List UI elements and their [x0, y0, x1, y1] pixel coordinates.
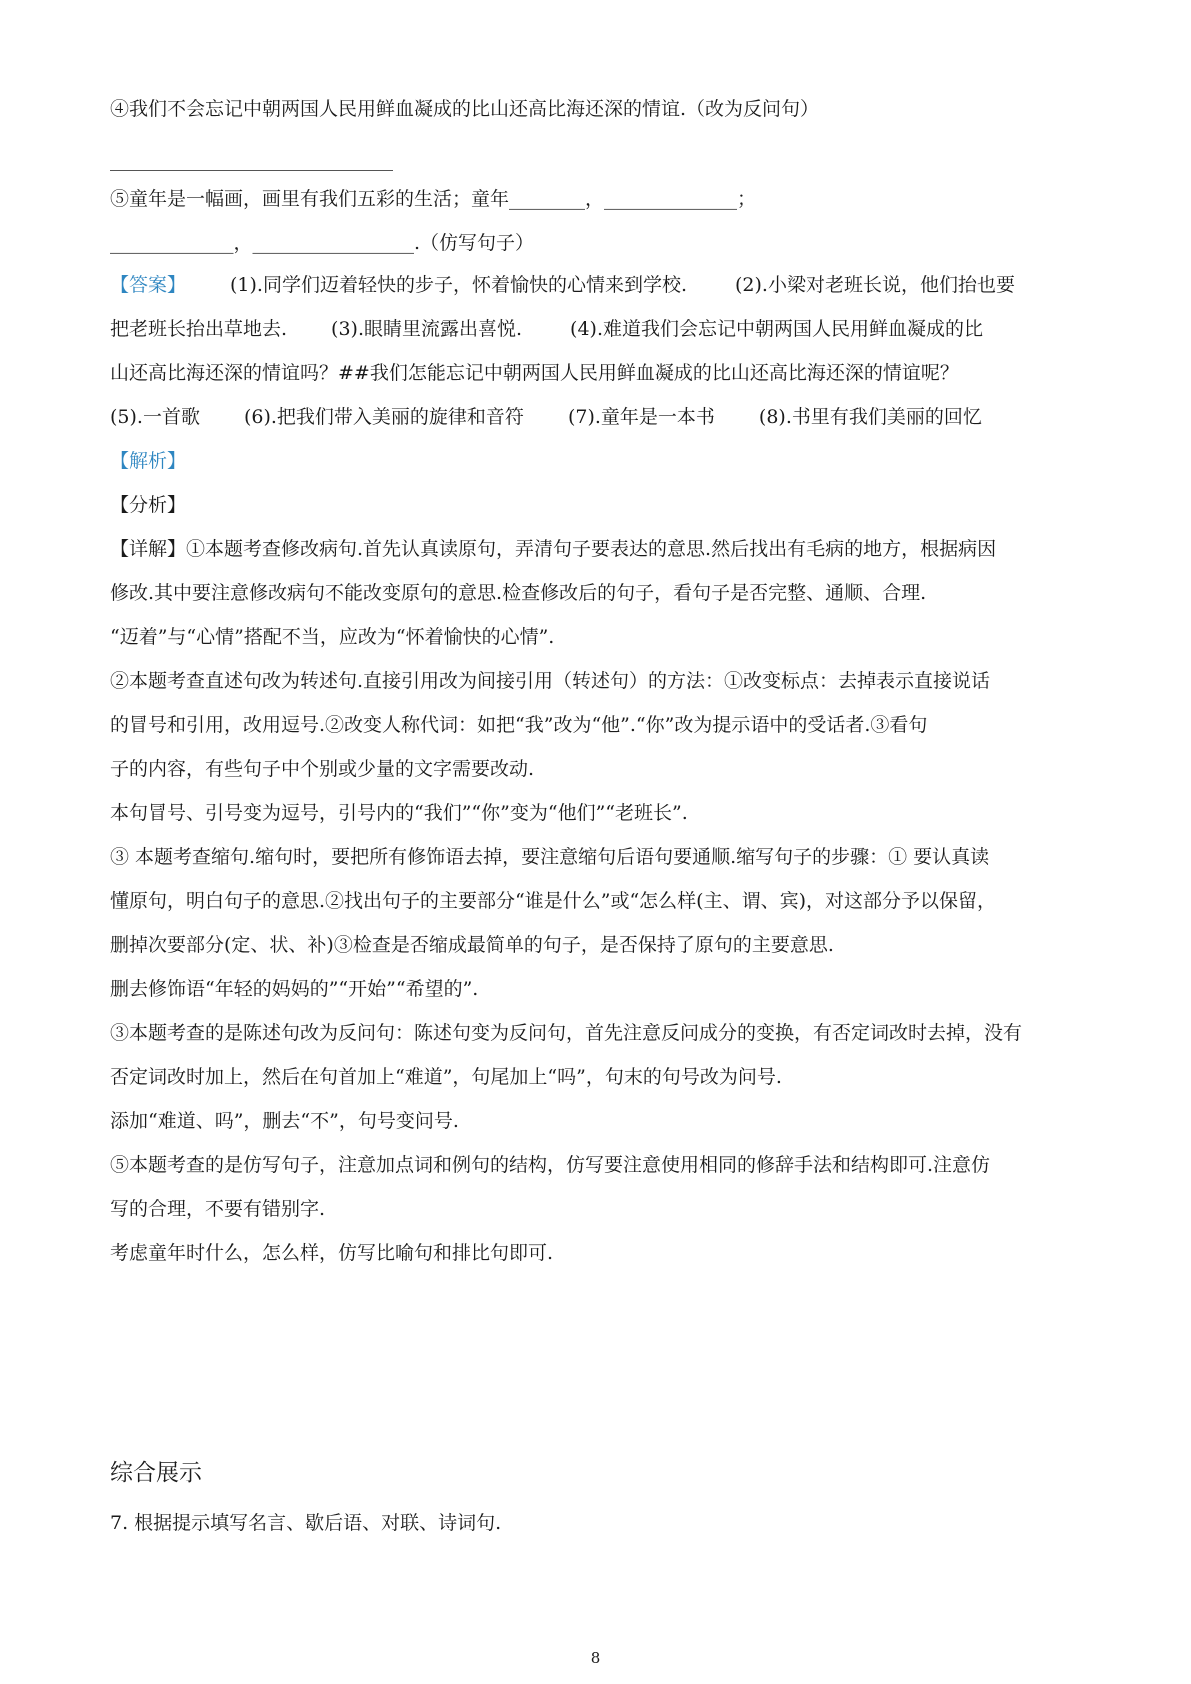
detail-line-2: 修改.其中要注意修改病句不能改变原句的意思.检查修改后的句子，看句子是否完整、通顺、合理. [110, 582, 927, 604]
answer-line-4 [110, 404, 1090, 430]
question-5-line-1: ⑤童年是一幅画，画里有我们五彩的生活；童年________，______________； [110, 188, 757, 210]
answer-item-2-cont: 把老班长抬出草地去. [110, 318, 288, 340]
detail-line-11: 删去修饰语“年轻的妈妈的”“开始”“希望的”. [110, 978, 479, 1000]
detail-line-17: 考虑童年时什么，怎么样，仿写比喻句和排比句即可. [110, 1242, 554, 1264]
detail-line-16: 写的合理，不要有错别字. [110, 1198, 326, 1220]
detail-line-4: ②本题考查直述句改为转述句.直接引用改为间接引用（转述句）的方法：①改变标点：去掉表示直接说话 [110, 670, 991, 692]
answer-blank-line [110, 170, 393, 171]
answer-item-7: (7).童年是一本书 [567, 406, 715, 428]
answer-item-2: (2).小梁对老班长说，他们抬也要 [735, 274, 1015, 296]
detail-line-14: 添加“难道、吗”，删去“不”，句号变问号. [110, 1110, 459, 1132]
detail-line-12: ③本题考查的是陈述句改为反问句：陈述句变为反问句，首先注意反问成分的变换，有否定词改时去掉，没有 [110, 1022, 1023, 1044]
detail-line-3: “迈着”与“心情”搭配不当，应改为“怀着愉快的心情”. [110, 626, 555, 648]
answer-line-2 [110, 316, 1090, 342]
answer-item-6: (6).把我们带入美丽的旋律和音符 [243, 406, 524, 428]
detail-line-1: 【详解】①本题考查修改病句.首先认真读原句，弄清句子要表达的意思.然后找出有毛病的地方，根据病因 [110, 538, 997, 560]
answer-line-1 [110, 272, 1090, 298]
answer-item-8: (8).书里有我们美丽的回忆 [758, 406, 982, 428]
answer-tag: 【答案】 [110, 274, 187, 296]
detail-line-6: 子的内容，有些句子中个别或少量的文字需要改动. [110, 758, 535, 780]
detail-line-10: 删掉次要部分(定、状、补)③检查是否缩成最简单的句子，是否保持了原句的主要意思. [110, 934, 834, 956]
answer-line-3: 山还高比海还深的情谊吗？##我们怎能忘记中朝两国人民用鲜血凝成的比山还高比海还深的情谊呢？ [110, 362, 959, 384]
fenxi-tag: 【分析】 [110, 494, 187, 516]
detail-line-15: ⑤本题考查的是仿写句子，注意加点词和例句的结构，仿写要注意使用相同的修辞手法和结构即可.注意仿 [110, 1154, 991, 1176]
answer-item-5: (5).一首歌 [110, 406, 200, 428]
page-number: 8 [590, 1649, 601, 1667]
detail-line-9: 懂原句，明白句子的意思.②找出句子的主要部分“谁是什么”或“怎么样(主、谓、宾)，对这部分予以保留， [110, 890, 997, 912]
detail-line-5: 的冒号和引用，改用逗号.②改变人称代词：如把“我”改为“他”.“你”改为提示语中的受话者.③看句 [110, 714, 928, 736]
answer-item-1: (1).同学们迈着轻快的步子，怀着愉快的心情来到学校. [230, 274, 688, 296]
section-title: 综合展示 [110, 1460, 202, 1486]
detail-line-7: 本句冒号、引号变为逗号，引号内的“我们”“你”变为“他们”“老班长”. [110, 802, 688, 824]
detail-line-8: ③ 本题考查缩句.缩句时，要把所有修饰语去掉，要注意缩句后语句要通顺.缩写句子的步骤：① 要认真读 [110, 846, 990, 868]
question-5-line-2: _____________，_________________.（仿写句子） [110, 232, 535, 254]
analysis-tag: 【解析】 [110, 450, 187, 472]
answer-item-3: (3).眼睛里流露出喜悦. [331, 318, 523, 340]
answer-item-4: (4).难道我们会忘记中朝两国人民用鲜血凝成的比 [570, 318, 984, 340]
question-4: ④我们不会忘记中朝两国人民用鲜血凝成的比山还高比海还深的情谊.（改为反问句） [110, 98, 820, 120]
detail-line-13: 否定词改时加上，然后在句首加上“难道”，句尾加上“吗”，句末的句号改为问号. [110, 1066, 782, 1088]
question-7: 7. 根据提示填写名言、歇后语、对联、诗词句. [110, 1512, 502, 1534]
